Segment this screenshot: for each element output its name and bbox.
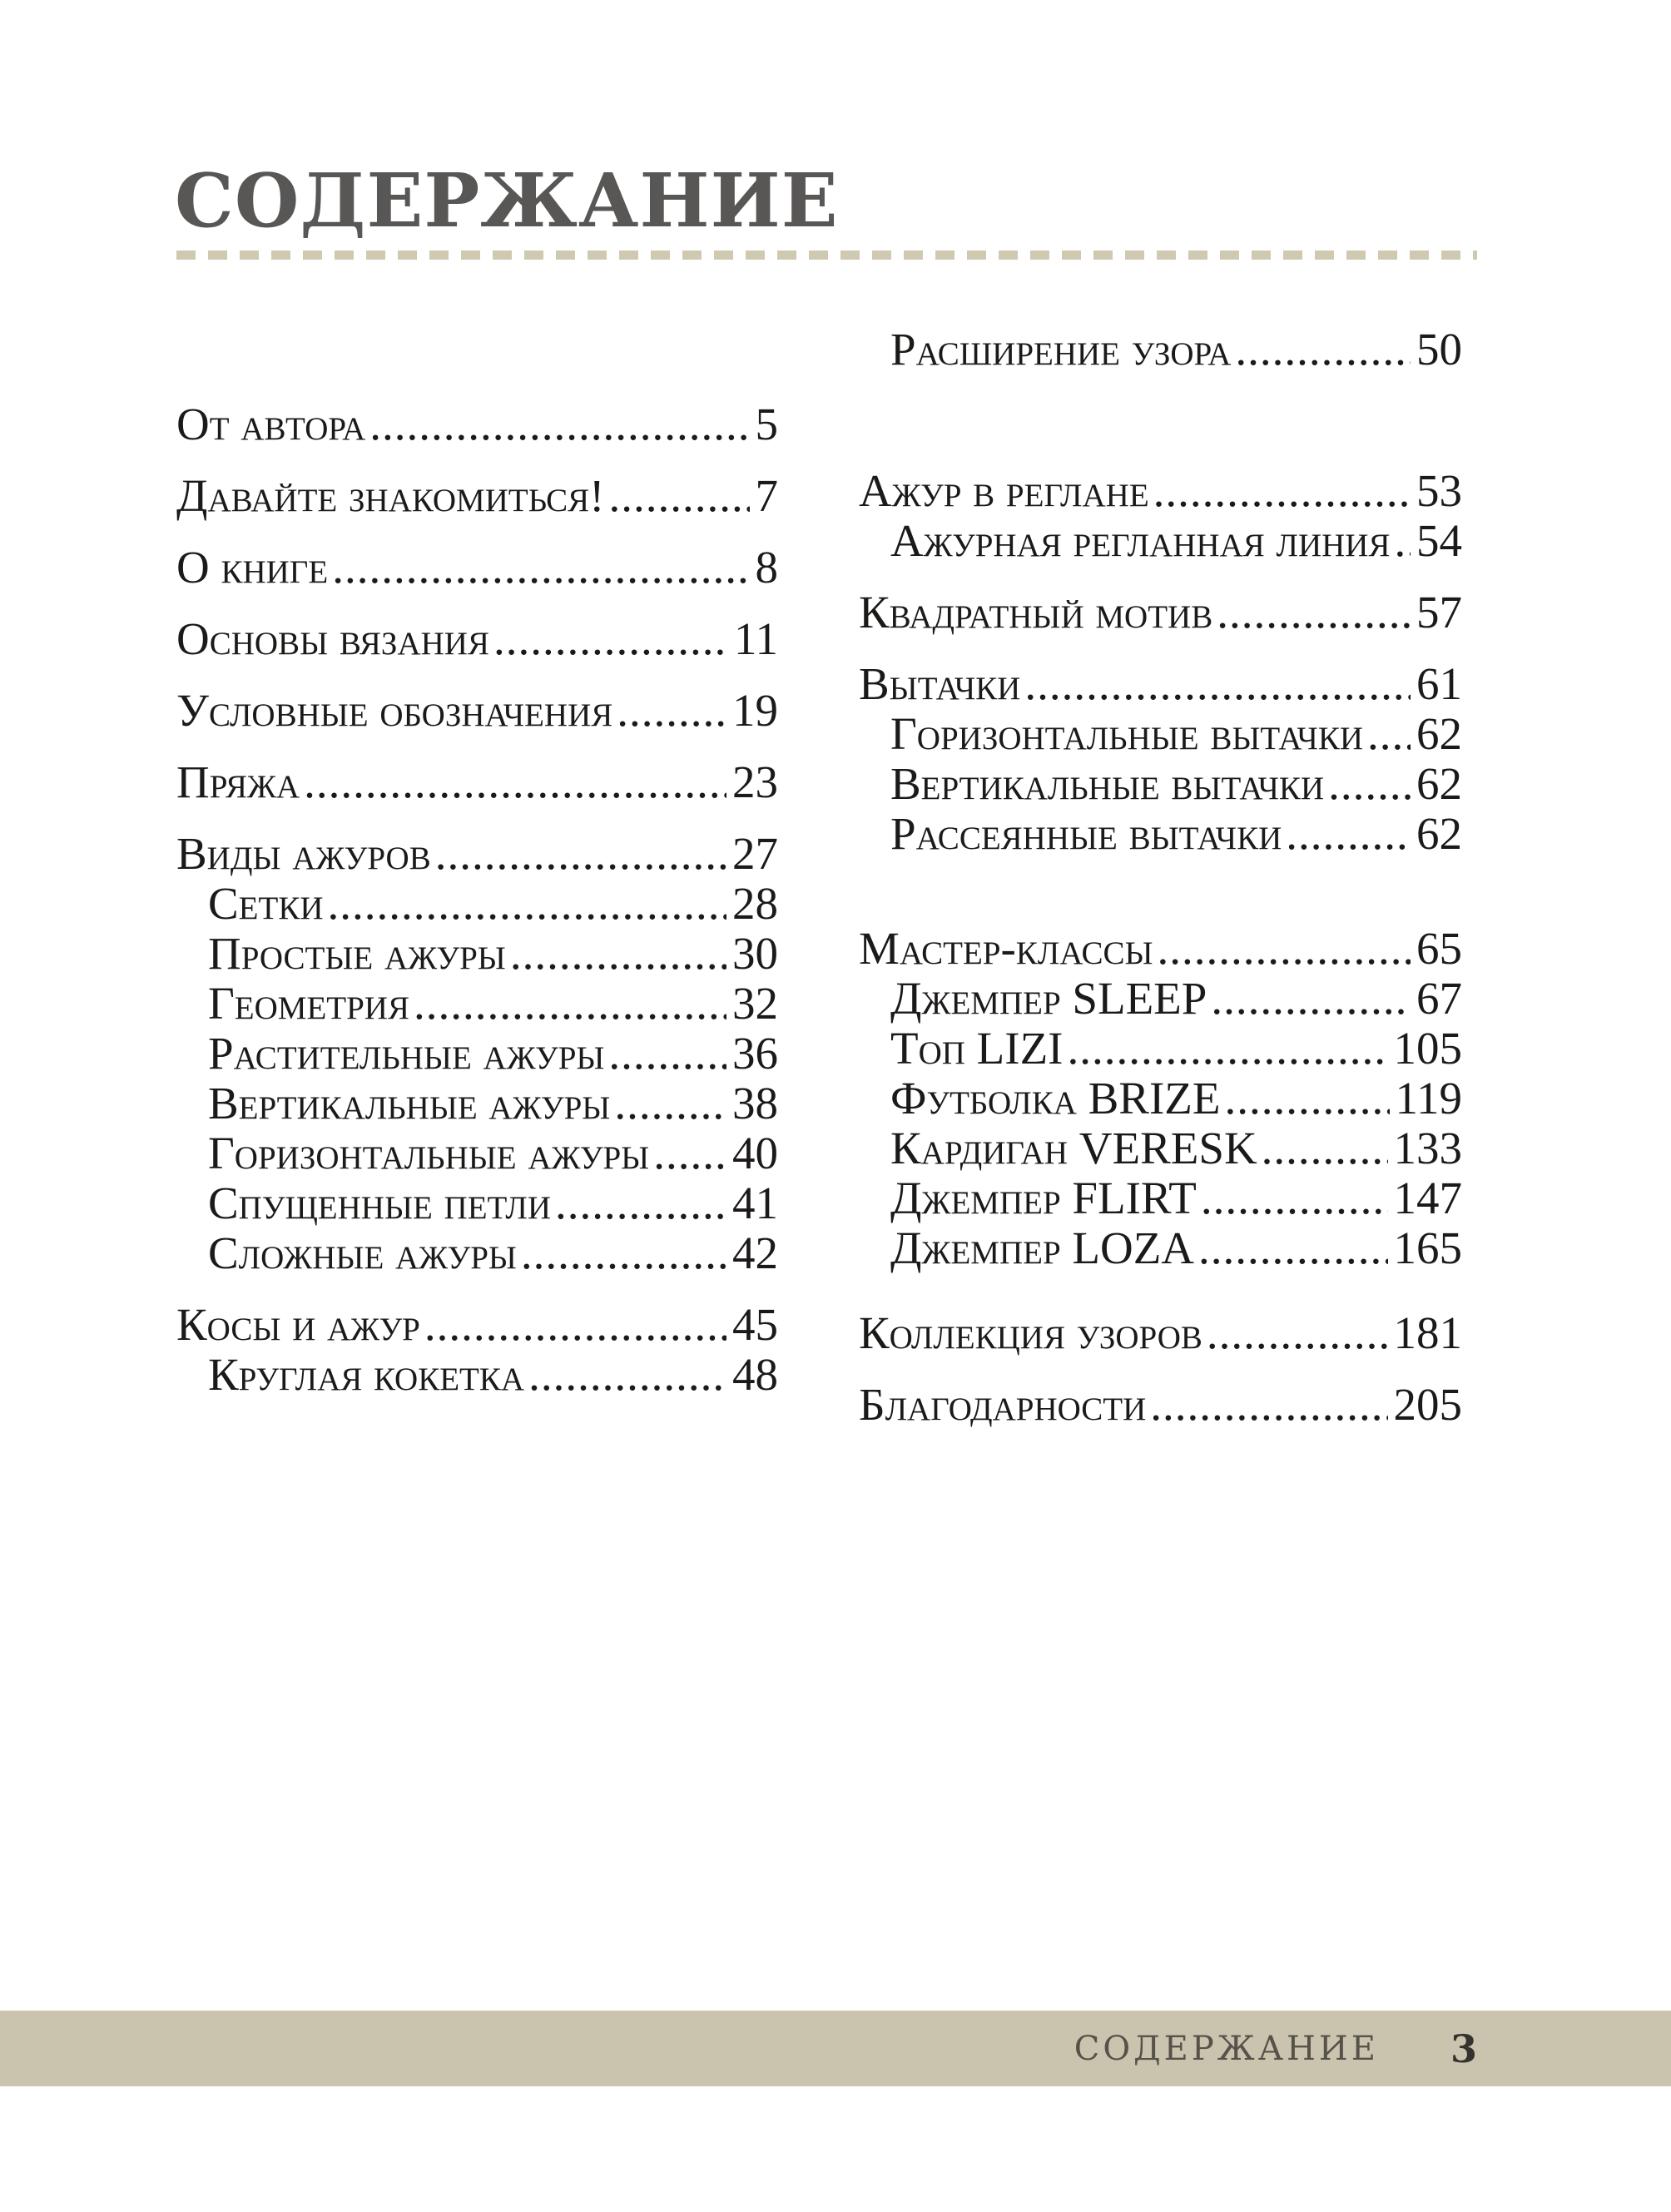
toc-row [859, 659, 1462, 709]
toc-entry-label: Джемпер FLIRT [890, 1173, 1197, 1223]
toc-leader-dots [653, 1128, 726, 1178]
toc-leader-dots [1217, 588, 1411, 637]
toc-row [176, 757, 778, 807]
toc-leader-dots [369, 399, 749, 449]
toc-leader-dots [521, 1228, 726, 1278]
toc-row [176, 1178, 778, 1228]
toc-page-number: 119 [1395, 1073, 1462, 1123]
toc-leader-dots [614, 1079, 726, 1128]
toc-row [859, 1380, 1462, 1430]
toc-page-number: 5 [755, 399, 778, 449]
toc-page-number: 62 [1416, 758, 1462, 809]
toc-entry-label: Пряжа [176, 756, 300, 807]
toc-leader-dots [328, 879, 726, 929]
page-title: СОДЕРЖАНИЕ [175, 156, 839, 244]
toc-leader-dots [1235, 325, 1411, 374]
toc-entry-label: Давайте знакомиться! [176, 470, 605, 521]
toc-row [859, 924, 1462, 974]
toc-leader-dots [1394, 516, 1411, 566]
footer-bar [0, 2011, 1671, 2086]
toc-page-number: 23 [732, 756, 778, 807]
toc-row [859, 974, 1462, 1024]
toc-row [176, 879, 778, 929]
toc-page-number: 41 [732, 1178, 778, 1228]
toc-row [176, 1128, 778, 1178]
toc-entry-label: Ажурная регланная линия [890, 515, 1391, 566]
toc-page-number: 19 [732, 685, 778, 736]
toc-page-number: 165 [1393, 1223, 1462, 1273]
toc-leader-dots [332, 543, 749, 593]
toc-row [176, 1350, 778, 1400]
toc-page-number: 65 [1416, 923, 1462, 974]
toc-entry-label: Топ LIZI [890, 1023, 1064, 1074]
toc-entry-label: Джемпер SLEEP [890, 973, 1207, 1024]
toc-entry-label: Косы и ажур [176, 1299, 420, 1350]
toc-entry-label: Расширение узора [890, 324, 1232, 374]
toc-entry-label: Геометрия [208, 978, 409, 1029]
toc-entry-label: Вертикальные вытачки [890, 758, 1325, 809]
toc-page-number: 7 [755, 470, 778, 521]
toc-page-number: 48 [732, 1349, 778, 1400]
toc-leader-dots [1153, 466, 1411, 516]
toc-leader-dots [1367, 709, 1411, 759]
toc-row [859, 1173, 1462, 1223]
toc-leader-dots [1150, 1380, 1387, 1430]
toc-entry-label: Основы вязания [176, 613, 489, 664]
toc-row [859, 1123, 1462, 1173]
toc-entry-label: Вытачки [859, 658, 1021, 709]
toc-page-number: 133 [1393, 1123, 1462, 1173]
toc-page-number: 181 [1393, 1307, 1462, 1358]
toc-page-number: 67 [1416, 973, 1462, 1024]
toc-left-column [176, 399, 778, 1400]
toc-entry-label: От автора [176, 399, 366, 449]
title-dashed-rule [176, 250, 1477, 260]
toc-row [176, 1228, 778, 1278]
toc-page-number: 8 [755, 542, 778, 593]
toc-entry-label: Вертикальные ажуры [208, 1078, 611, 1128]
toc-row [859, 516, 1462, 566]
toc-row [859, 809, 1462, 859]
toc-page-number: 54 [1416, 515, 1462, 566]
toc-row [176, 399, 778, 449]
footer-section-label: СОДЕРЖАНИЕ [1074, 2029, 1379, 2068]
toc-row [859, 588, 1462, 637]
toc-entry-label: Квадратный мотив [859, 587, 1213, 637]
toc-row [859, 466, 1462, 516]
toc-page-number: 45 [732, 1299, 778, 1350]
toc-entry-label: Коллекция узоров [859, 1307, 1202, 1358]
toc-row [176, 1079, 778, 1128]
toc-entry-label: Условные обозначения [176, 685, 613, 736]
toc-page-number: 147 [1393, 1173, 1462, 1223]
toc-row [176, 471, 778, 521]
toc-leader-dots [617, 686, 726, 736]
toc-entry-label: Благодарности [859, 1379, 1147, 1430]
toc-row [859, 1024, 1462, 1074]
toc-page-number: 50 [1416, 324, 1462, 374]
toc-row [176, 614, 778, 664]
toc-leader-dots [608, 471, 749, 521]
toc-leader-dots [304, 757, 726, 807]
toc-row [859, 1223, 1462, 1273]
toc-leader-dots [1286, 809, 1411, 859]
toc-leader-dots [1328, 759, 1411, 809]
toc-page-number: 62 [1416, 708, 1462, 759]
toc-row [859, 759, 1462, 809]
toc-leader-dots [1262, 1123, 1388, 1173]
toc-entry-label: Спущенные петли [208, 1178, 552, 1228]
toc-entry-label: Простые ажуры [208, 928, 506, 979]
toc-page-number: 11 [734, 613, 778, 664]
toc-page-number: 205 [1393, 1379, 1462, 1430]
toc-leader-dots [510, 929, 726, 979]
toc-row [176, 686, 778, 736]
toc-leader-dots [435, 829, 726, 879]
toc-row [859, 1074, 1462, 1123]
toc-page-number: 57 [1416, 587, 1462, 637]
toc-entry-label: Кардиган VERESK [890, 1123, 1257, 1173]
toc-entry-label: Ажур в реглане [859, 465, 1149, 516]
toc-entry-label: Горизонтальные ажуры [208, 1128, 650, 1178]
toc-row [176, 929, 778, 979]
toc-page-number: 30 [732, 928, 778, 979]
toc-leader-dots [555, 1178, 726, 1228]
toc-entry-label: Горизонтальные вытачки [890, 708, 1363, 759]
toc-page-number: 28 [732, 878, 778, 929]
toc-page-number: 32 [732, 978, 778, 1029]
toc-row [176, 1300, 778, 1350]
toc-row [176, 829, 778, 879]
toc-entry-label: Джемпер LOZA [890, 1223, 1195, 1273]
toc-entry-label: Сетки [208, 878, 324, 929]
toc-page-number: 36 [732, 1028, 778, 1079]
toc-entry-label: О книге [176, 542, 329, 593]
toc-leader-dots [1198, 1223, 1387, 1273]
toc-page-number: 61 [1416, 658, 1462, 709]
toc-page-number: 38 [732, 1078, 778, 1128]
toc-page-number: 53 [1416, 465, 1462, 516]
footer-page-number: 3 [1450, 2026, 1477, 2071]
toc-right-column [859, 325, 1462, 1430]
toc-leader-dots [1225, 1074, 1390, 1123]
toc-leader-dots [1068, 1024, 1388, 1074]
toc-row [176, 979, 778, 1029]
toc-page-number: 105 [1393, 1023, 1462, 1074]
toc-leader-dots [1158, 924, 1411, 974]
toc-entry-label: Сложные ажуры [208, 1228, 517, 1278]
toc-row [859, 709, 1462, 759]
toc-entry-label: Футболка BRIZE [890, 1073, 1221, 1123]
toc-row [176, 1029, 778, 1079]
toc-leader-dots [528, 1350, 726, 1400]
toc-page-number: 42 [732, 1228, 778, 1278]
toc-entry-label: Рассеянные вытачки [890, 808, 1282, 859]
toc-entry-label: Виды ажуров [176, 828, 431, 879]
toc-leader-dots [493, 614, 728, 664]
toc-row [176, 543, 778, 593]
toc-entry-label: Растительные ажуры [208, 1028, 605, 1079]
toc-leader-dots [1201, 1173, 1388, 1223]
toc-leader-dots [414, 979, 726, 1029]
toc-leader-dots [1024, 659, 1411, 709]
toc-row [859, 325, 1462, 374]
toc-page-number: 27 [732, 828, 778, 879]
toc-page-number: 40 [732, 1128, 778, 1178]
toc-entry-label: Мастер-классы [859, 923, 1153, 974]
toc-leader-dots [1207, 1308, 1388, 1358]
toc-row [859, 1308, 1462, 1358]
toc-entry-label: Круглая кокетка [208, 1349, 525, 1400]
toc-leader-dots [1211, 974, 1411, 1024]
toc-leader-dots [424, 1300, 726, 1350]
toc-leader-dots [608, 1029, 726, 1079]
toc-page-number: 62 [1416, 808, 1462, 859]
